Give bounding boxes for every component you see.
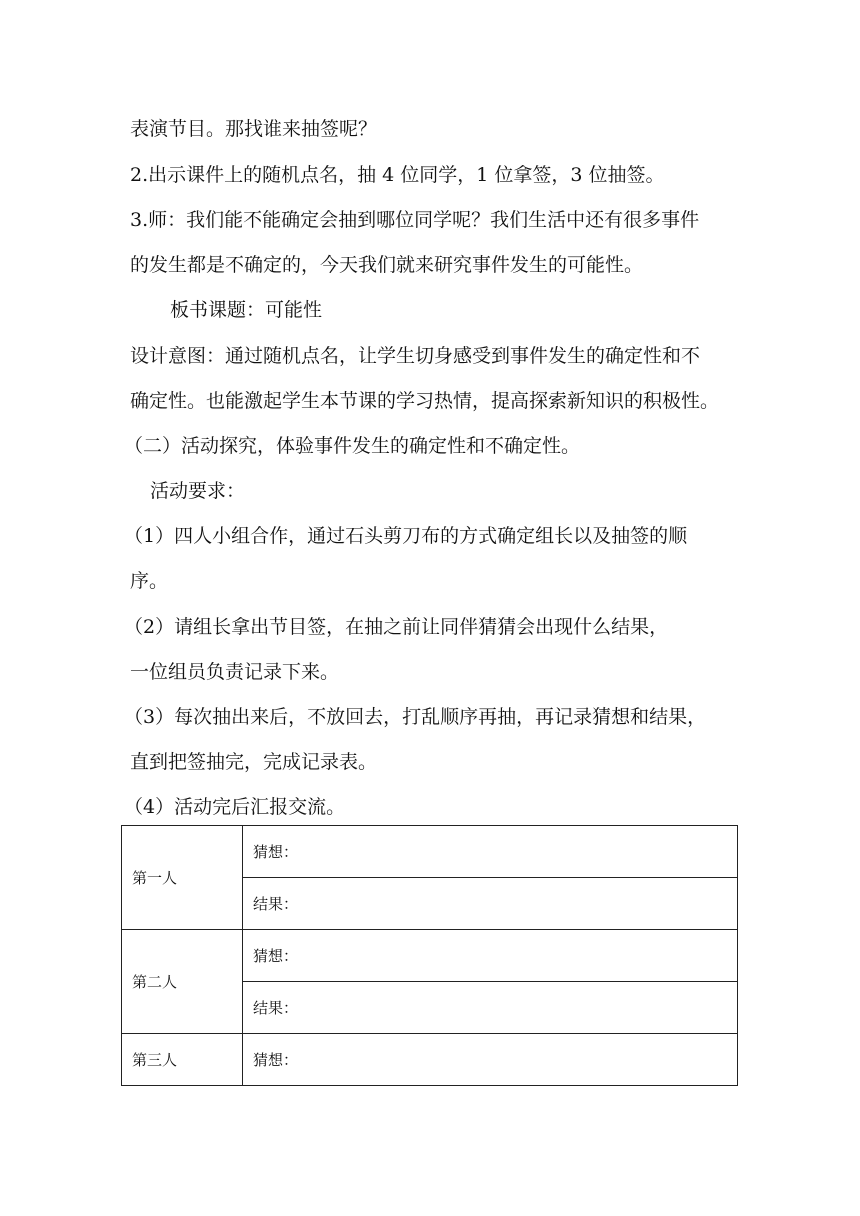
- person-cell: 第三人: [122, 1034, 243, 1086]
- person-cell: 第一人: [122, 826, 243, 930]
- table-row: [122, 930, 738, 982]
- record-table: [121, 825, 738, 1086]
- section-heading: （二）活动探究，体验事件发生的确定性和不确定性。: [124, 435, 581, 457]
- person-cell: 第二人: [122, 930, 243, 1034]
- paragraph-line: 设计意图：通过随机点名，让学生切身感受到事件发生的确定性和不: [130, 345, 701, 367]
- requirement-item-cont: 序。: [130, 570, 169, 592]
- paragraph-line: 3.师：我们能不能确定会抽到哪位同学呢？我们生活中还有很多事件: [130, 209, 700, 231]
- paragraph-line: 确定性。也能激起学生本节课的学习热情，提高探索新知识的积极性。: [130, 390, 720, 412]
- result-cell: 结果：: [243, 878, 738, 930]
- requirement-item: （3）每次抽出来后，不放回去，打乱顺序再抽，再记录猜想和结果，: [124, 706, 707, 728]
- paragraph-line: 的发生都是不确定的，今天我们就来研究事件发生的可能性。: [130, 254, 644, 276]
- board-title-line: 板书课题：可能性: [170, 299, 323, 321]
- requirement-item-cont: 一位组员负责记录下来。: [130, 661, 340, 683]
- requirement-item: （4）活动完后汇报交流。: [124, 796, 346, 818]
- table-row: [122, 1034, 738, 1086]
- table-row: [122, 826, 738, 878]
- paragraph-line: 2.出示课件上的随机点名，抽 4 位同学，1 位拿签，3 位抽签。: [130, 164, 665, 186]
- requirement-item: （2）请组长拿出节目签，在抽之前让同伴猜猜会出现什么结果，: [124, 616, 669, 638]
- requirement-item-cont: 直到把签抽完，完成记录表。: [130, 751, 378, 773]
- paragraph-line: 表演节目。那找谁来抽签呢？: [130, 118, 378, 140]
- guess-cell: 猜想：: [243, 1034, 738, 1086]
- subheading: 活动要求：: [150, 480, 246, 502]
- requirement-item: （1）四人小组合作，通过石头剪刀布的方式确定组长以及抽签的顺: [124, 525, 688, 547]
- guess-cell: 猜想：: [243, 826, 738, 878]
- result-cell: 结果：: [243, 982, 738, 1034]
- guess-cell: 猜想：: [243, 930, 738, 982]
